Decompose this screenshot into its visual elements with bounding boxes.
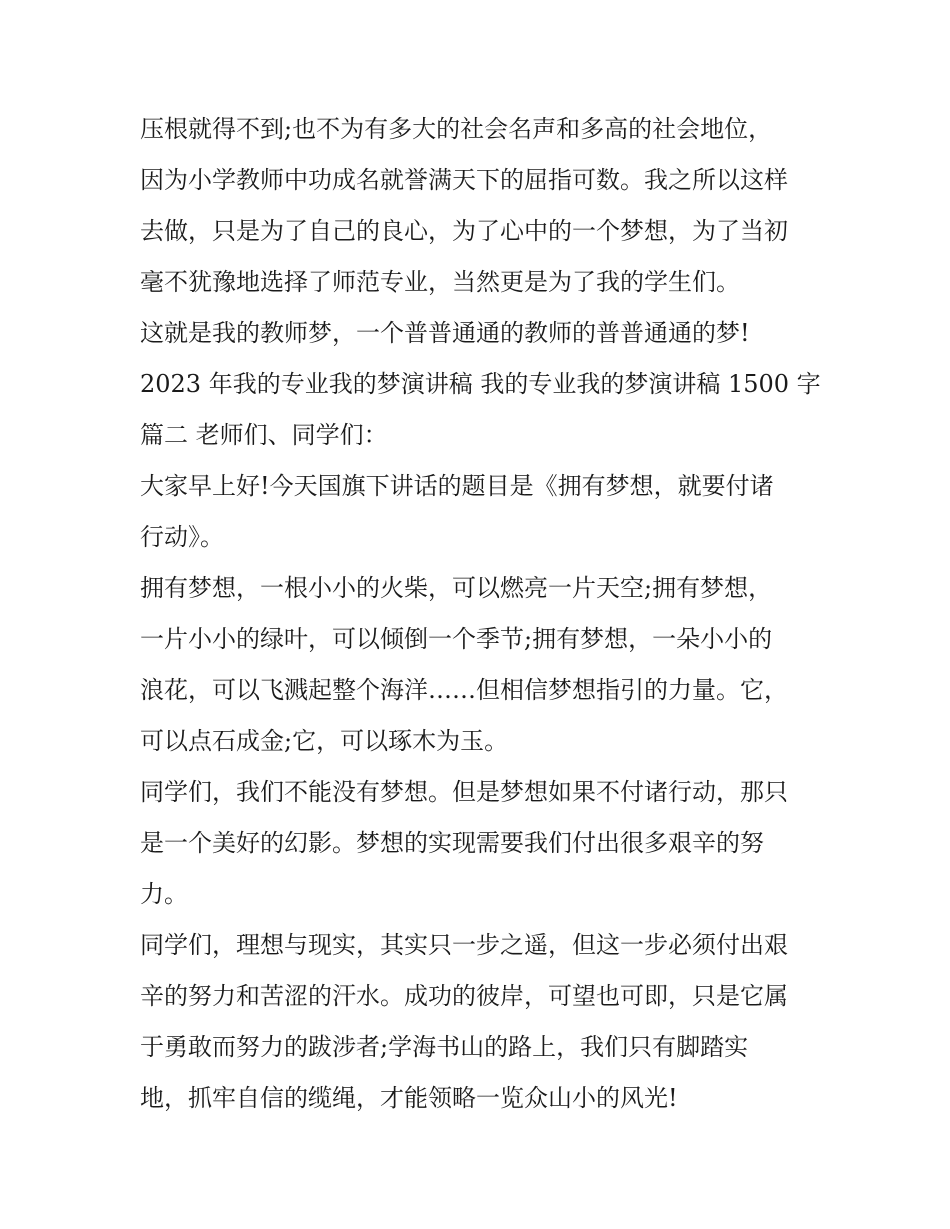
text-line: 同学们，我们不能没有梦想。但是梦想如果不付诸行动，那只 (140, 778, 788, 806)
text-line: 可以点石成金;它，可以琢木为玉。 (140, 727, 509, 755)
text-line: 力。 (140, 880, 188, 908)
text-line: 辛的努力和苦涩的汗水。成功的彼岸，可望也可即，只是它属 (140, 982, 788, 1010)
text-line: 地，抓牢自信的缆绳，才能领略一览众山小的风光! (140, 1084, 678, 1112)
text-line: 拥有梦想，一根小小的火柴，可以燃亮一片天空;拥有梦想， (140, 574, 773, 602)
text-line: 大家早上好!今天国旗下讲话的题目是《拥有梦想，就要付诸 (140, 472, 774, 500)
text-line: 于勇敢而努力的跋涉者;学海书山的路上，我们只有脚踏实 (140, 1033, 749, 1061)
text-line: 是一个美好的幻影。梦想的实现需要我们付出很多艰辛的努 (140, 829, 764, 857)
section-title-line: 2023 年我的专业我的梦演讲稿 我的专业我的梦演讲稿 1500 字 (140, 370, 821, 398)
text-line: 毫不犹豫地选择了师范专业，当然更是为了我的学生们。 (140, 268, 740, 296)
text-line: 浪花，可以飞溅起整个海洋……但相信梦想指引的力量。它， (140, 676, 788, 704)
document-body (140, 104, 830, 1124)
text-line: 同学们，理想与现实，其实只一步之遥，但这一步必须付出艰 (140, 931, 788, 959)
section-title-line: 篇二 老师们、同学们： (140, 421, 388, 449)
text-line: 这就是我的教师梦，一个普普通通的教师的普普通通的梦! (140, 319, 750, 347)
text-line: 压根就得不到;也不为有多大的社会名声和多高的社会地位， (140, 115, 773, 143)
text-line: 行动》。 (140, 523, 224, 551)
text-line: 去做，只是为了自己的良心，为了心中的一个梦想，为了当初 (140, 217, 788, 245)
text-line: 因为小学教师中功成名就誉满天下的屈指可数。我之所以这样 (140, 166, 788, 194)
text-line: 一片小小的绿叶，可以倾倒一个季节;拥有梦想，一朵小小的 (140, 625, 773, 653)
